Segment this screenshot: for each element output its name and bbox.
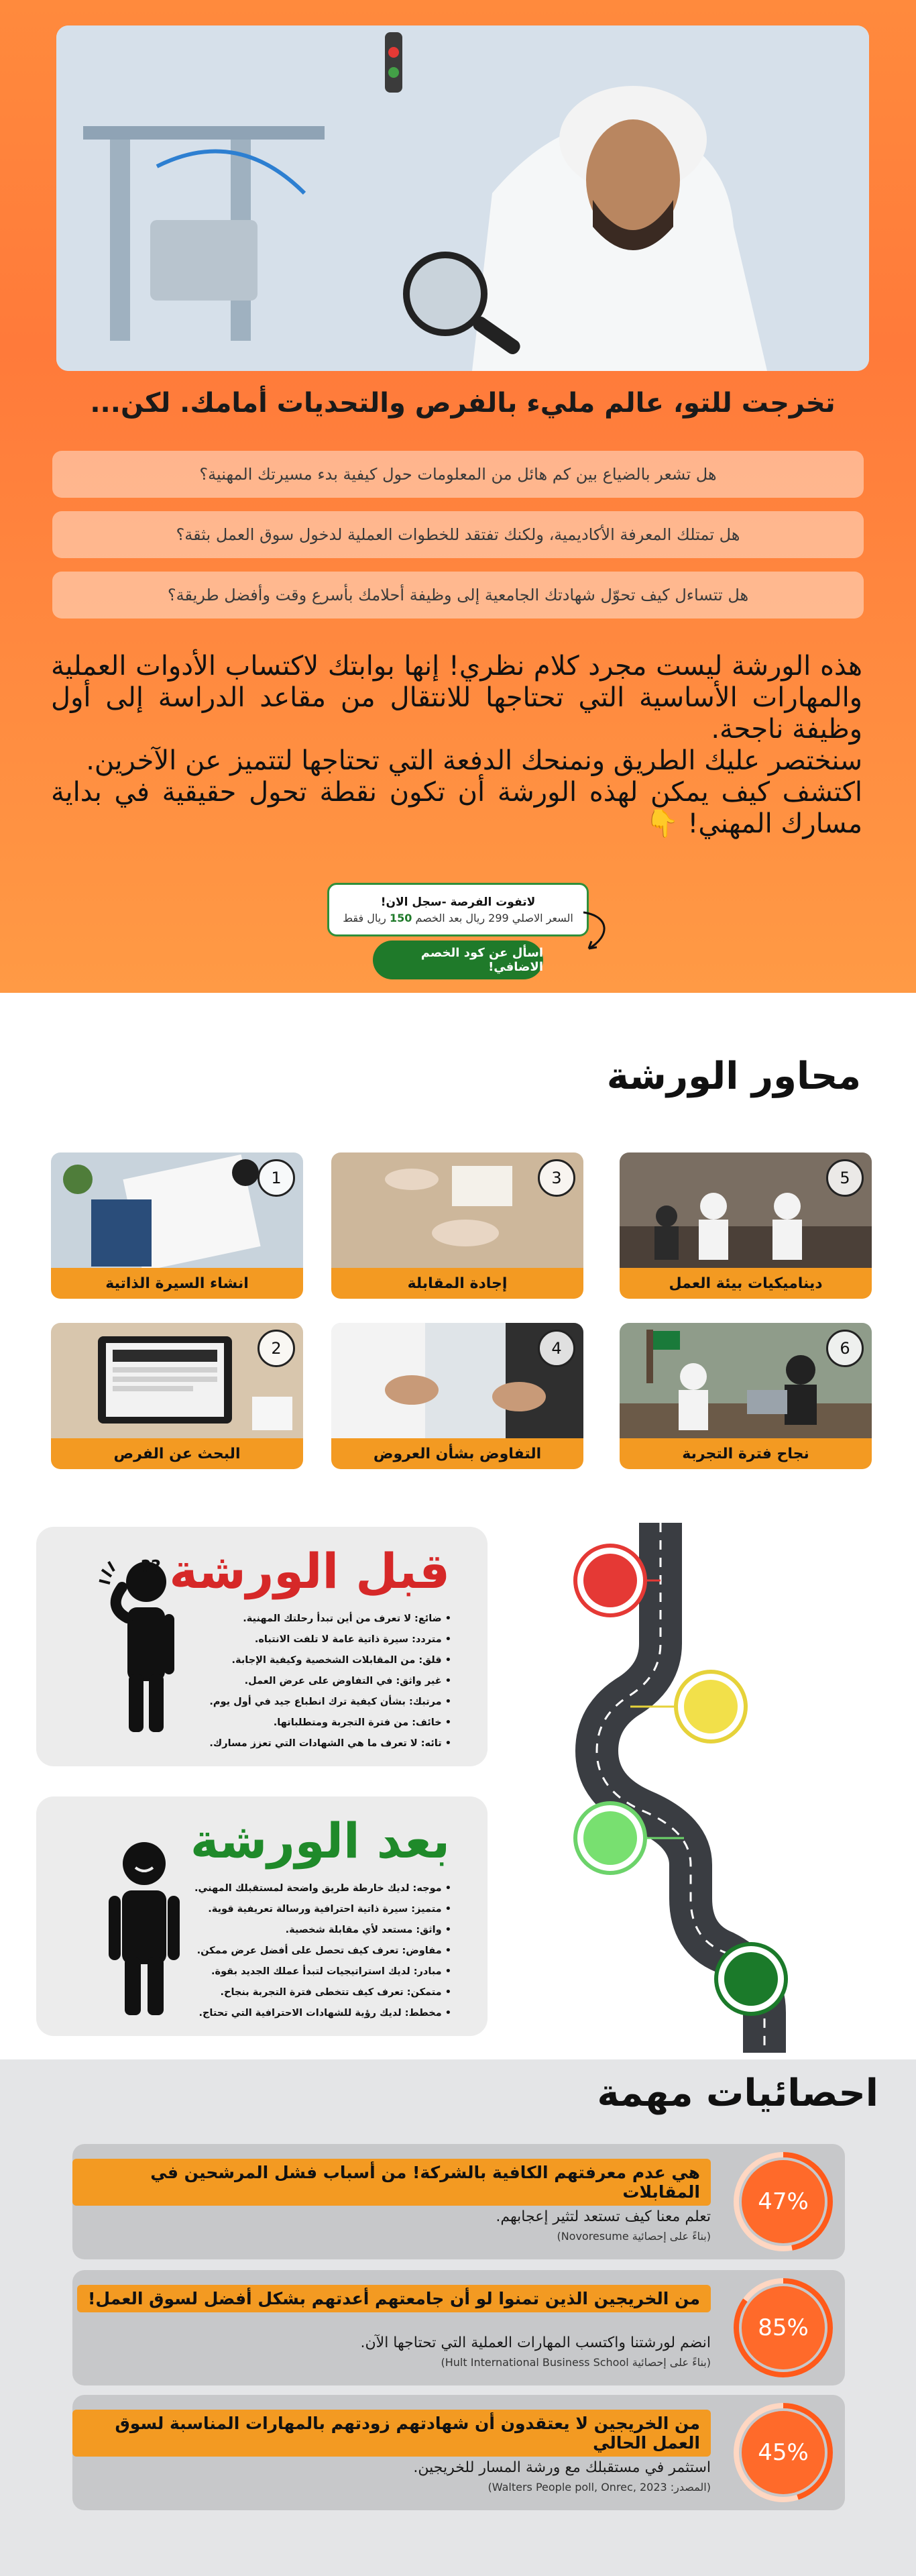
hero-photo bbox=[56, 25, 869, 371]
stat-card bbox=[72, 2144, 845, 2259]
after-title: بعد الورشة bbox=[190, 1813, 450, 1869]
stat-card bbox=[72, 2395, 845, 2510]
list-item: • خائف: من فترة التجربة ومتطلباتها. bbox=[163, 1713, 451, 1733]
list-item: • متمكن: تعرف كيف تتخطى فترة التجربة بنجاح. bbox=[163, 1982, 451, 2003]
svg-text:??: ?? bbox=[140, 1557, 161, 1577]
stat-source: (بناءً على إحصائية Novoresume) bbox=[557, 2230, 711, 2243]
cta-price bbox=[343, 912, 573, 924]
list-item: • مرتبك: بشأن كيفية ترك انطباع جيد في أول يوم. bbox=[163, 1692, 451, 1713]
list-item: • قلق: من المقابلات الشخصية وكيفية الإجابة. bbox=[163, 1650, 451, 1671]
before-list bbox=[163, 1609, 451, 1754]
price-value: 150 bbox=[389, 911, 412, 924]
axis-label: إجادة المقابلة bbox=[331, 1268, 583, 1299]
axis-card-negotiation[interactable] bbox=[331, 1323, 583, 1469]
price-suffix: ريال فقط bbox=[343, 911, 386, 924]
stat-headline: من الخريجين الذين تمنوا لو أن جامعتهم أعدتهم بشكل أفضل لسوق العمل! bbox=[77, 2285, 711, 2312]
list-item: • متميز: سيرة ذاتية احترافية ورسالة تعريفية قوية. bbox=[163, 1899, 451, 1920]
axis-card-workplace-dynamics[interactable] bbox=[620, 1152, 872, 1299]
axis-number: 3 bbox=[538, 1159, 575, 1197]
question-dream-job: هل تتساءل كيف تحوّل شهادتك الجامعية إلى وظيفة أحلامك بأسرع وقت وأفضل طريقة؟ bbox=[52, 572, 864, 619]
list-item: • مفاوض: تعرف كيف تحصل على أفضل عرض ممكن. bbox=[163, 1941, 451, 1962]
register-cta-box[interactable] bbox=[327, 883, 589, 936]
axis-label: نجاح فترة التجربة bbox=[620, 1438, 872, 1469]
axis-label: البحث عن الفرص bbox=[51, 1438, 303, 1469]
axis-card-probation[interactable] bbox=[620, 1323, 872, 1469]
intro-line: اكتشف كيف يمكن لهذه الورشة أن تكون نقطة تحول حقيقية في بداية مسارك المهني! 👇 bbox=[51, 777, 862, 839]
stat-headline: من الخريجين لا يعتقدون أن شهادتهم زودتهم بالمهارات المناسبة لسوق العمل الحالي bbox=[72, 2410, 711, 2457]
stat-percent: 45% bbox=[758, 2439, 809, 2466]
stats-title: احصائيات مهمة bbox=[597, 2072, 878, 2115]
stat-source: (بناءً على إحصائية Hult International Business School) bbox=[441, 2356, 711, 2369]
axis-label: التفاوض بشأن العروض bbox=[331, 1438, 583, 1469]
stat-description: استثمر في مستقبلك مع ورشة المسار للخريجين. bbox=[413, 2459, 711, 2476]
price-prefix: السعر الاصلي 299 ريال بعد الخصم bbox=[415, 911, 573, 924]
engineer-inspecting-image bbox=[56, 25, 869, 371]
stat-source: (المصدر: Walters People poll, Onrec, 2023) bbox=[488, 2481, 711, 2493]
career-road-illustration bbox=[570, 1523, 791, 2053]
intro-line: هذه الورشة ليست مجرد كلام نظري! إنها بوابتك لاكتساب الأدوات العملية والمهارات الأساسية التي تحتاجها للانتقال من مقاعد الدراسة إلى أول وظيفة ناجحة. bbox=[51, 651, 862, 745]
list-item: • متردد: سيرة ذاتية عامة لا تلفت الانتباه. bbox=[163, 1629, 451, 1650]
stat-description: انضم لورشتنا واكتسب المهارات العملية التي تحتاجها الآن. bbox=[360, 2334, 711, 2351]
before-workshop-panel bbox=[36, 1527, 488, 1766]
axis-number: 6 bbox=[826, 1330, 864, 1367]
axis-label: انشاء السيرة الذاتية bbox=[51, 1268, 303, 1299]
list-item: • واثق: مستعد لأي مقابلة شخصية. bbox=[163, 1920, 451, 1941]
discount-code-button[interactable]: اسأل عن كود الخصم الاضافي! bbox=[373, 941, 543, 979]
intro-text bbox=[51, 651, 862, 840]
stat-percent: 85% bbox=[758, 2314, 809, 2341]
axis-card-resume[interactable] bbox=[51, 1152, 303, 1299]
axis-number: 5 bbox=[826, 1159, 864, 1197]
hero-headline: تخرجت للتو، عالم مليء بالفرص والتحديات أمامك. لكن... bbox=[90, 388, 836, 419]
confused-person-icon bbox=[94, 1554, 194, 1735]
axes-title: محاور الورشة bbox=[606, 1055, 861, 1098]
axis-number: 2 bbox=[257, 1330, 295, 1367]
confident-person-icon bbox=[94, 1837, 194, 2018]
intro-line: سنختصر عليك الطريق ونمنحك الدفعة التي تحتاجها لتتميز عن الآخرين. bbox=[86, 745, 862, 776]
list-item: • تائه: لا تعرف ما هي الشهادات التي تعزز مسارك. bbox=[163, 1733, 451, 1754]
axis-number: 1 bbox=[257, 1159, 295, 1197]
curved-arrow-icon bbox=[577, 910, 617, 957]
stat-card bbox=[72, 2270, 845, 2385]
hero-section bbox=[0, 0, 916, 993]
cta-title: لاتفوت الفرصة -سجل الان! bbox=[380, 895, 536, 909]
list-item: • ضائع: لا تعرف من أين تبدأ رحلتك المهنية. bbox=[163, 1609, 451, 1629]
list-item: • مخطط: لديك رؤية للشهادات الاحترافية التي تحتاج. bbox=[163, 2003, 451, 2024]
stat-description: تعلم معنا كيف تستعد لتثير إعجابهم. bbox=[496, 2208, 711, 2225]
list-item: • مبادر: لديك استراتيجيات لتبدأ عملك الجديد بقوة. bbox=[163, 1962, 451, 1982]
after-workshop-panel bbox=[36, 1796, 488, 2036]
axis-card-job-search[interactable] bbox=[51, 1323, 303, 1469]
question-lost: هل تشعر بالضياع بين كم هائل من المعلومات حول كيفية بدء مسيرتك المهنية؟ bbox=[52, 451, 864, 498]
list-item: • غير واثق: في التفاوض على عرض العمل. bbox=[163, 1671, 451, 1692]
after-list bbox=[163, 1878, 451, 2024]
list-item: • موجه: لديك خارطة طريق واضحة لمستقبلك المهني. bbox=[163, 1878, 451, 1899]
axis-label: ديناميكيات بيئة العمل bbox=[620, 1268, 872, 1299]
axis-number: 4 bbox=[538, 1330, 575, 1367]
stat-headline: هي عدم معرفتهم الكافية بالشركة! من أسباب فشل المرشحين في المقابلات bbox=[72, 2159, 711, 2206]
axis-card-interview[interactable] bbox=[331, 1152, 583, 1299]
before-title: قبل الورشة bbox=[169, 1543, 450, 1599]
question-practical-steps: هل تمتلك المعرفة الأكاديمية، ولكنك تفتقد للخطوات العملية لدخول سوق العمل بثقة؟ bbox=[52, 511, 864, 558]
stat-percent: 47% bbox=[758, 2188, 809, 2215]
